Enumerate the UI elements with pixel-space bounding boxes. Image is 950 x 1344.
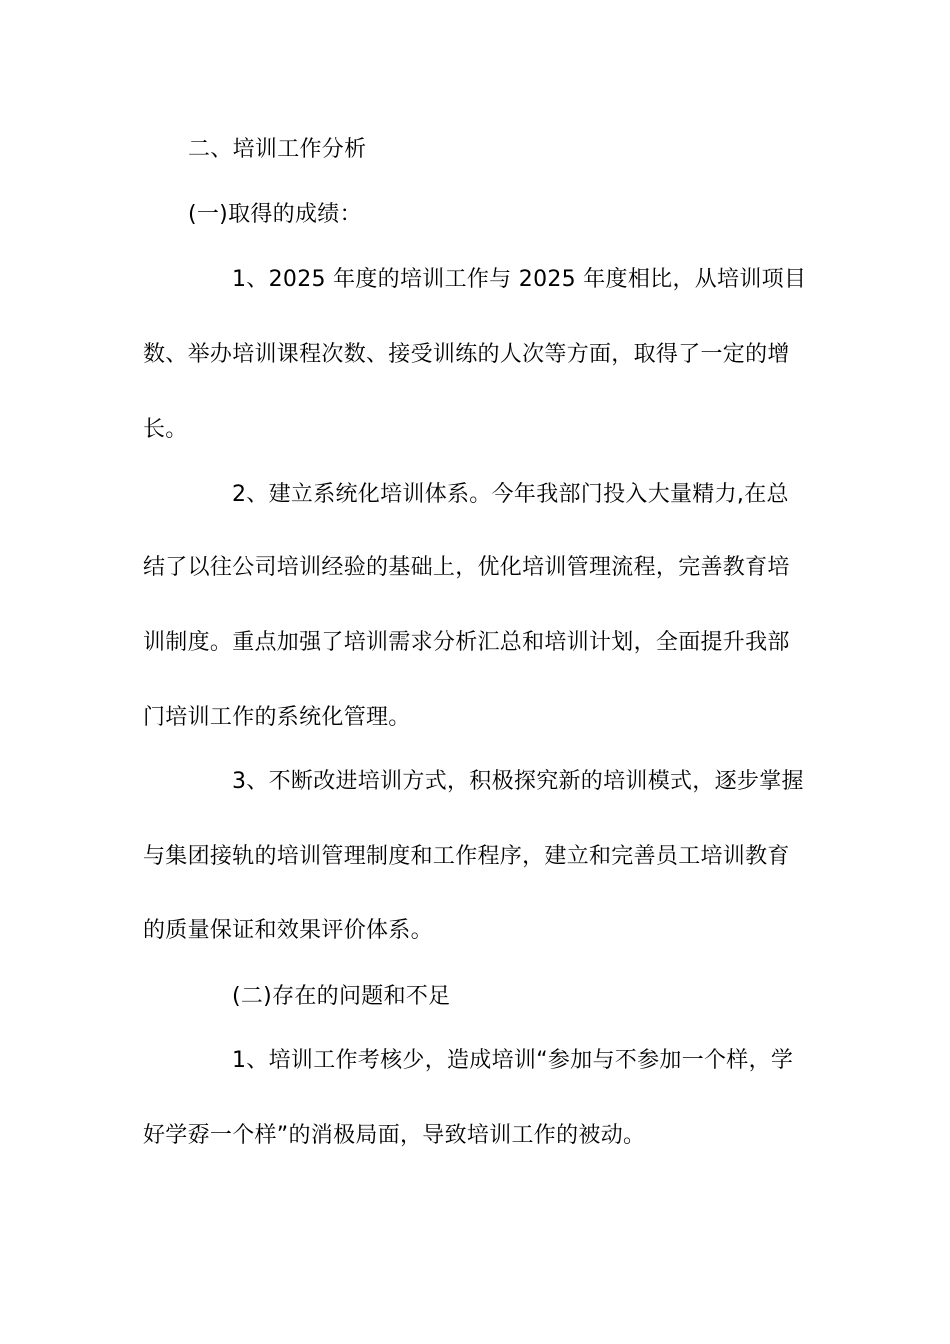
paragraph-line: 门培训工作的系统化管理。	[143, 705, 411, 730]
paragraph-line: 3、不断改进培训方式，积极探究新的培训模式，逐步掌握	[232, 769, 804, 794]
paragraph-line: 2、建立系统化培训体系。今年我部门投入大量精力,在总	[232, 482, 789, 507]
paragraph-line: 的质量保证和效果评价体系。	[143, 918, 433, 943]
subsection-title-achievements: (一)取得的成绩：	[188, 202, 362, 227]
paragraph-line: 与集团接轨的培训管理制度和工作程序，建立和完善员工培训教育	[143, 844, 790, 869]
paragraph-line: 好学孬一个样”的消极局面，导致培训工作的被动。	[143, 1123, 646, 1148]
paragraph-line: 1、培训工作考核少，造成培训“参加与不参加一个样，学	[232, 1048, 794, 1073]
subsection-title-problems: (二)存在的问题和不足	[232, 984, 451, 1009]
paragraph-line: 1、2025 年度的培训工作与 2025 年度相比，从培训项目	[232, 267, 807, 292]
paragraph-line: 训制度。重点加强了培训需求分析汇总和培训计划，全面提升我部	[143, 630, 790, 655]
paragraph-line: 结了以往公司培训经验的基础上，优化培训管理流程，完善教育培	[143, 555, 790, 580]
paragraph-line: 长。	[143, 417, 188, 442]
paragraph-line: 数、举办培训课程次数、接受训练的人次等方面，取得了一定的增	[143, 342, 790, 367]
section-heading: 二、培训工作分析	[188, 137, 367, 162]
